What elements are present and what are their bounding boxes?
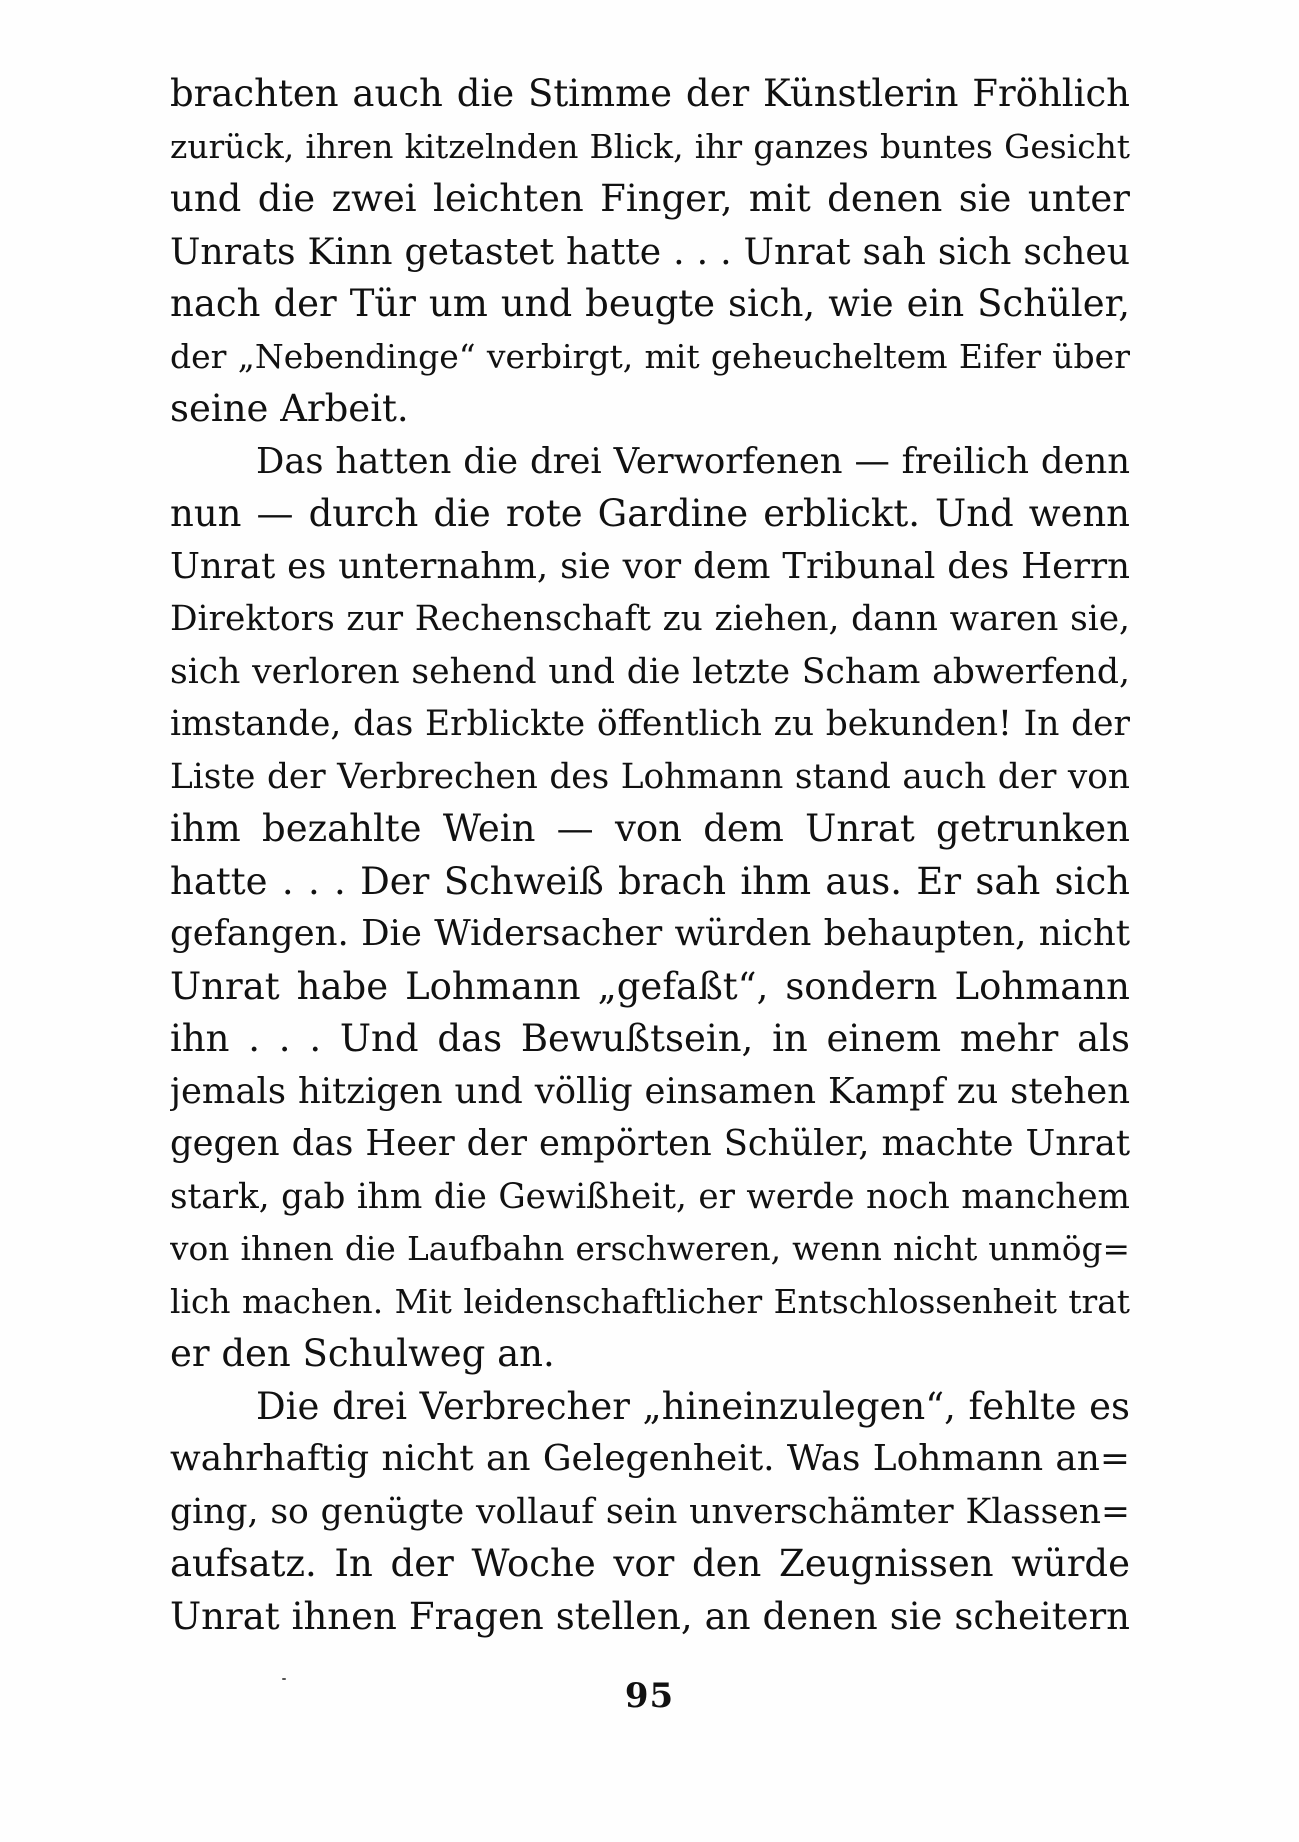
text-line: Unrats Kinn getastet hatte . . . Unrat sah sich scheu	[170, 229, 1130, 273]
text-line: stark, gab ihm die Gewißheit, er werde noch manchem	[170, 1176, 1130, 1217]
text-line: Liste der Verbrechen des Lohmann stand auch der von	[170, 756, 1130, 797]
text-line: ging, so genügte vollauf sein unverschämter Klassen=	[170, 1491, 1130, 1532]
text-line: zurück, ihren kitzelnden Blick, ihr ganzes buntes Gesicht	[170, 126, 1130, 166]
text-line: hatte . . . Der Schweiß brach ihm aus. Er sah sich	[170, 859, 1130, 903]
text-line: Die drei Verbrecher „hineinzulegen“, fehlte es	[256, 1384, 1130, 1428]
text-line: Unrat habe Lohmann „gefaßt“, sondern Lohmann	[170, 964, 1130, 1008]
text-line: Unrat es unternahm, sie vor dem Tribunal des Herrn	[170, 545, 1130, 587]
text-line: gefangen. Die Widersacher würden behaupten, nicht	[170, 913, 1130, 954]
text-line: seine Arbeit.	[170, 387, 409, 430]
text-line: ihn . . . Und das Bewußtsein, in einem mehr als	[170, 1017, 1130, 1060]
text-line: nach der Tür um und beugte sich, wie ein Schüler,	[170, 282, 1130, 325]
text-line: aufsatz. In der Woche vor den Zeugnissen würde	[170, 1542, 1130, 1585]
text-line: Direktors zur Rechenschaft zu ziehen, dann waren sie,	[170, 599, 1130, 639]
text-line: imstande, das Erblickte öffentlich zu bekunden! In der	[170, 704, 1130, 744]
body-text	[170, 68, 1130, 1643]
text-line: brachten auch die Stimme der Künstlerin Fröhlich	[170, 72, 1130, 115]
text-line: von ihnen die Laufbahn erschweren, wenn nicht unmög=	[170, 1230, 1130, 1268]
paragraph-1	[170, 68, 1130, 436]
page-number: 95	[624, 1676, 675, 1716]
text-line: wahrhaftig nicht an Gelegenheit. Was Lohmann an=	[170, 1438, 1130, 1479]
text-line: er den Schulweg an.	[170, 1332, 555, 1375]
text-line: der „Nebendinge“ verbirgt, mit geheucheltem Eifer über	[170, 336, 1130, 376]
text-line: und die zwei leichten Finger, mit denen sie unter	[170, 177, 1130, 220]
text-line: gegen das Heer der empörten Schüler, machte Unrat	[170, 1123, 1130, 1164]
text-line: sich verloren sehend und die letzte Scham abwerfend,	[170, 651, 1130, 692]
text-line: ihm bezahlte Wein — von dem Unrat getrunken	[170, 807, 1130, 850]
text-line: lich machen. Mit leidenschaftlicher Entschlossenheit trat	[170, 1282, 1130, 1321]
text-line: nun — durch die rote Gardine erblickt. Und wenn	[170, 492, 1130, 535]
paragraph-2	[170, 436, 1130, 1381]
text-line: jemals hitzigen und völlig einsamen Kampf zu stehen	[170, 1070, 1130, 1112]
text-line: Unrat ihnen Fragen stellen, an denen sie scheitern	[170, 1594, 1130, 1638]
paragraph-3	[170, 1381, 1130, 1644]
text-line: Das hatten die drei Verworfenen — freilich denn	[256, 440, 1130, 482]
